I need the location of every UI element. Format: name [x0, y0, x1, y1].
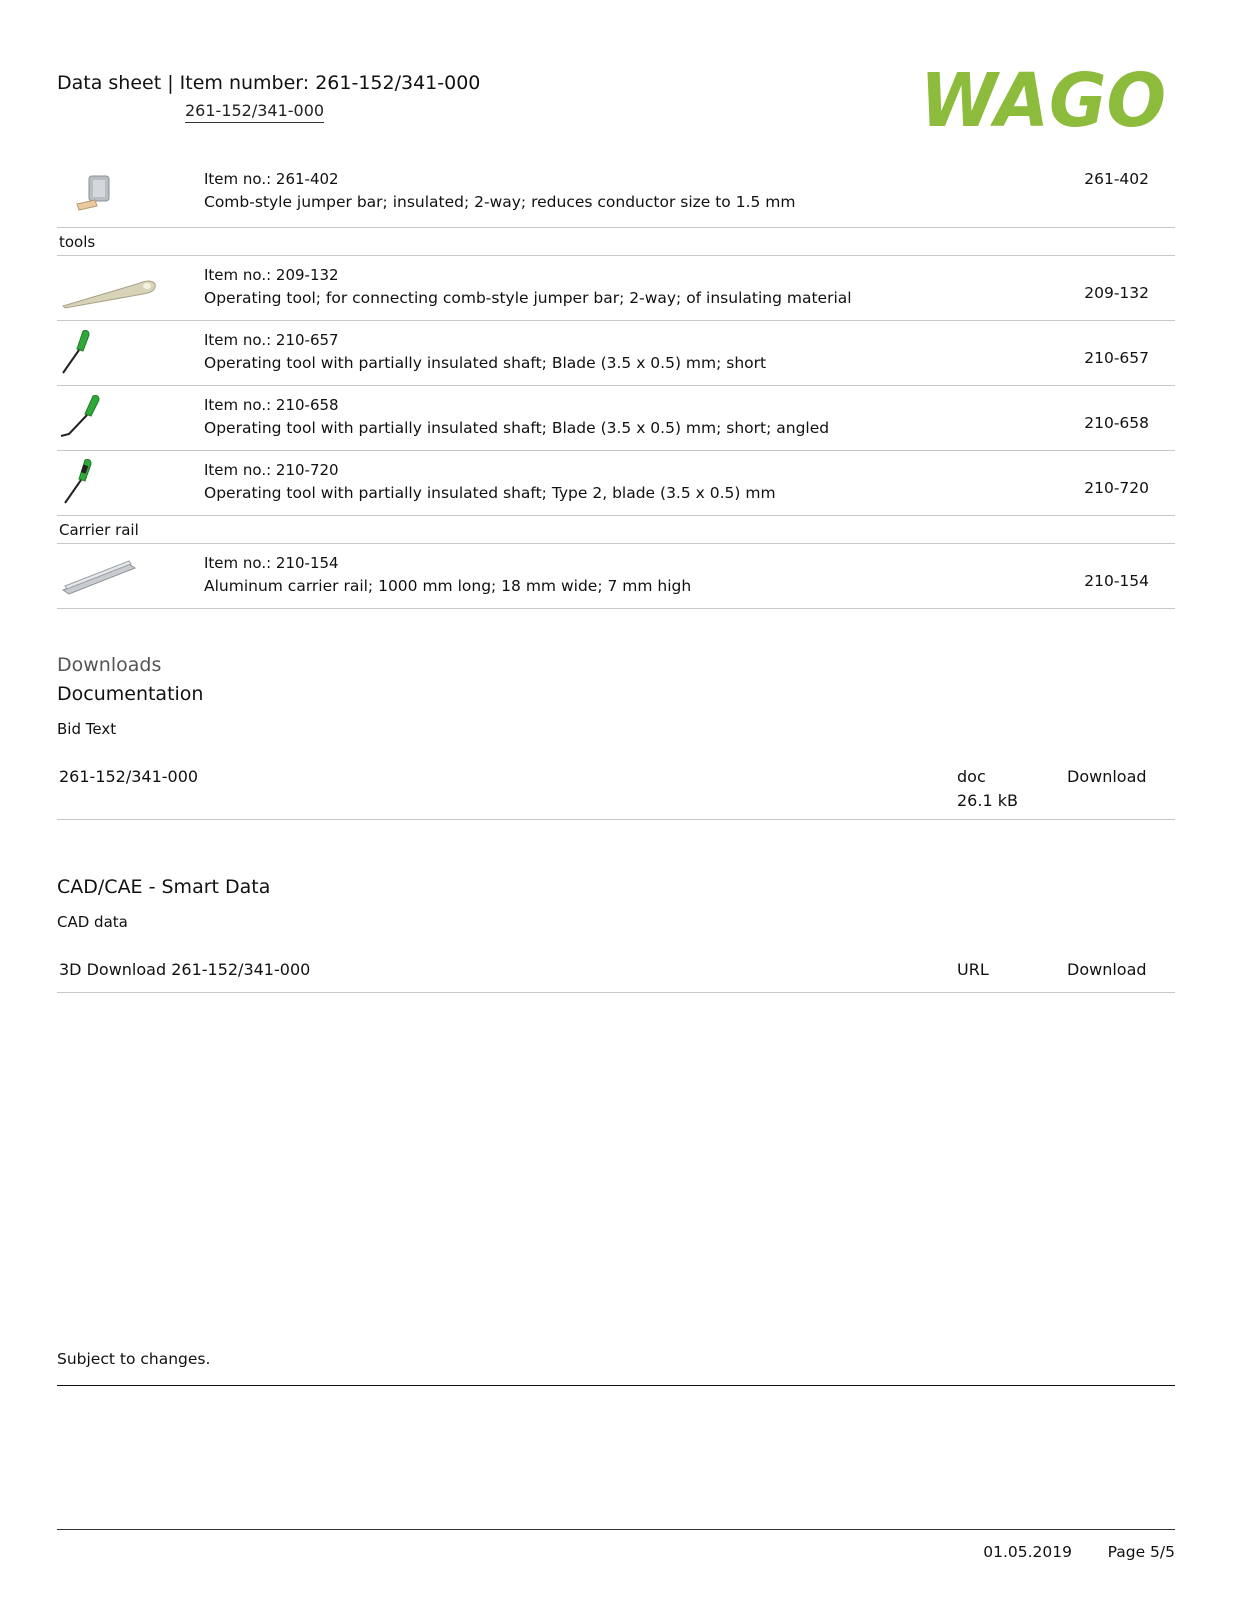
item-description: Operating tool; for connecting comb-style jumper bar; 2-way; of insulating material — [204, 289, 852, 307]
category-row-tools — [57, 228, 1175, 256]
item-description: Aluminum carrier rail; 1000 mm long; 18 mm wide; 7 mm high — [204, 577, 692, 595]
wago-logo-text: WAGO — [920, 58, 1166, 144]
wago-logo — [920, 58, 1176, 144]
item-reference[interactable]: 210-658 — [1084, 414, 1149, 432]
download-size: 26.1 kB — [957, 791, 1018, 810]
footer-note: Subject to changes. — [57, 1350, 211, 1368]
item-number-link[interactable]: 261-152/341-000 — [185, 101, 324, 123]
item-number: Item no.: 210-657 — [204, 331, 339, 349]
item-number: Item no.: 261-402 — [204, 170, 339, 188]
footer-divider — [57, 1385, 1175, 1386]
item-description: Operating tool with partially insulated shaft; Type 2, blade (3.5 x 0.5) mm — [204, 484, 776, 502]
footer-date: 01.05.2019 — [983, 1543, 1072, 1561]
accessory-row — [57, 451, 1175, 516]
accessory-row — [57, 544, 1175, 609]
category-label: tools — [59, 233, 96, 251]
jumper-bar-icon — [59, 166, 159, 216]
download-row — [57, 948, 1175, 993]
cad-data-label: CAD data — [57, 913, 128, 931]
carrier-rail-icon — [59, 550, 159, 600]
accessory-row — [57, 386, 1175, 451]
category-label: Carrier rail — [59, 521, 139, 539]
downloads-heading: Downloads — [57, 654, 162, 676]
download-name: 3D Download 261-152/341-000 — [59, 960, 311, 979]
accessories-table — [57, 160, 1175, 609]
item-reference[interactable]: 210-657 — [1084, 349, 1149, 367]
cad-heading: CAD/CAE - Smart Data — [57, 876, 271, 898]
page-title: Data sheet | Item number: 261-152/341-000 — [57, 72, 481, 94]
angled-screwdriver-icon — [59, 392, 159, 442]
operating-tool-icon — [59, 262, 159, 312]
download-type: URL — [957, 960, 989, 979]
item-reference[interactable]: 209-132 — [1084, 284, 1149, 302]
item-number: Item no.: 210-720 — [204, 461, 339, 479]
accessory-row — [57, 256, 1175, 321]
download-row — [57, 755, 1175, 820]
page-number: Page 5/5 — [1107, 1543, 1175, 1561]
item-number: Item no.: 209-132 — [204, 266, 339, 284]
item-description: Operating tool with partially insulated shaft; Blade (3.5 x 0.5) mm; short — [204, 354, 767, 372]
screwdriver-type2-icon — [59, 457, 159, 507]
screwdriver-icon — [59, 327, 159, 377]
download-type: doc — [957, 767, 986, 786]
item-reference[interactable]: 210-154 — [1084, 572, 1149, 590]
download-link[interactable]: Download — [1067, 767, 1147, 786]
item-description: Comb-style jumper bar; insulated; 2-way; reduces conductor size to 1.5 mm — [204, 193, 796, 211]
footer-divider — [57, 1529, 1175, 1530]
item-number: Item no.: 210-154 — [204, 554, 339, 572]
item-reference[interactable]: 261-402 — [1084, 170, 1149, 188]
item-reference[interactable]: 210-720 — [1084, 479, 1149, 497]
accessory-row — [57, 160, 1175, 228]
item-number: Item no.: 210-658 — [204, 396, 339, 414]
accessory-row — [57, 321, 1175, 386]
download-link[interactable]: Download — [1067, 960, 1147, 979]
documentation-heading: Documentation — [57, 683, 204, 705]
download-name: 261-152/341-000 — [59, 767, 199, 786]
bid-text-label: Bid Text — [57, 720, 117, 738]
category-row-carrier-rail — [57, 516, 1175, 544]
item-description: Operating tool with partially insulated shaft; Blade (3.5 x 0.5) mm; short; angled — [204, 419, 830, 437]
